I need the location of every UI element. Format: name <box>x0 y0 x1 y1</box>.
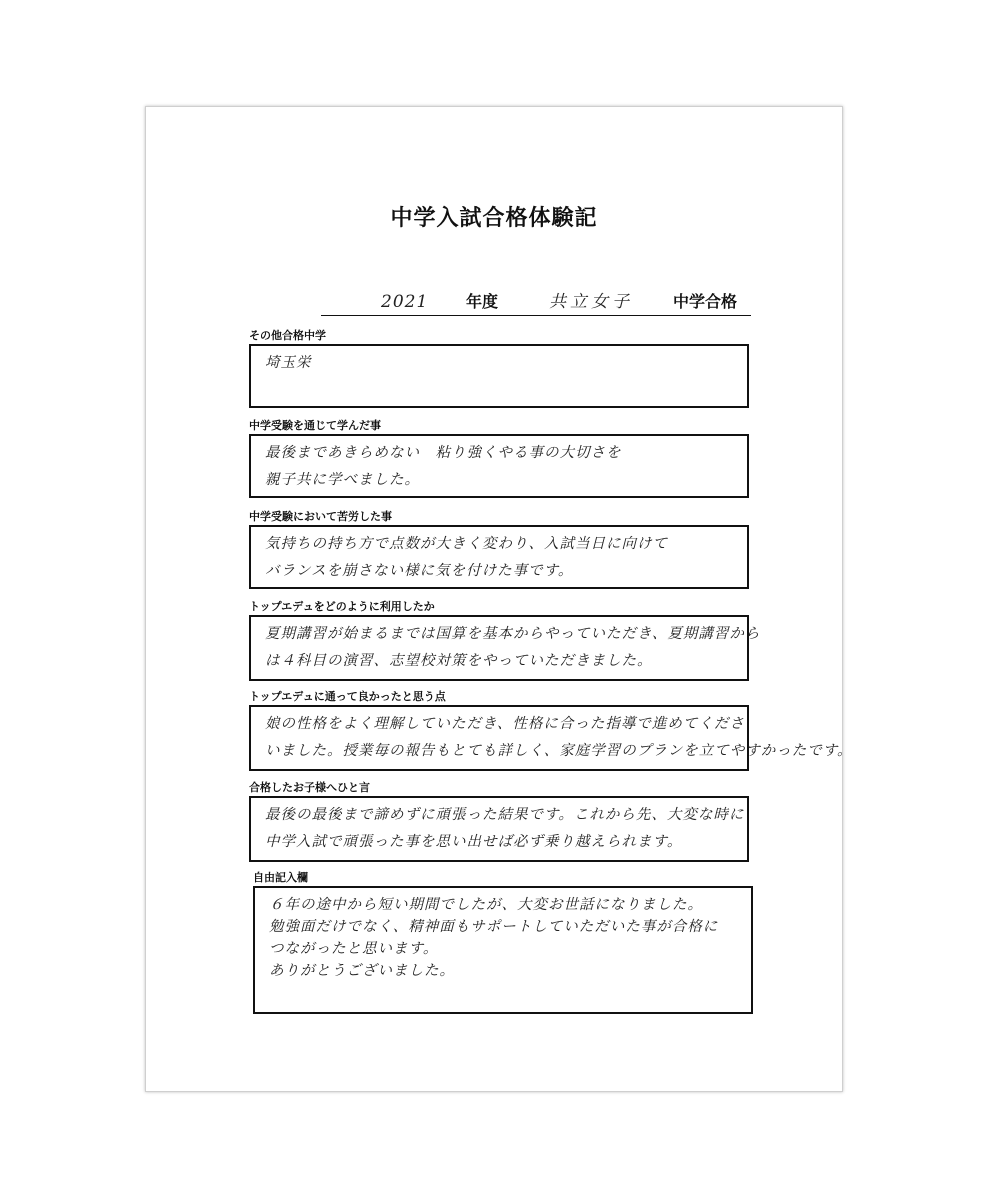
section-label: その他合格中学 <box>249 329 326 342</box>
section-free-entry <box>253 870 753 1014</box>
answer-box <box>249 615 761 681</box>
section-lessons-learned <box>249 418 749 498</box>
section-label: トップエデュをどのように利用したか <box>249 600 435 613</box>
section-other-schools <box>249 328 749 408</box>
answer-box <box>249 796 749 862</box>
section-label: 合格したお子様へひと言 <box>249 781 370 794</box>
answer-line: は４科目の演習、志望校対策をやっていただきました。 <box>265 653 653 669</box>
answer-line: ６年の途中から短い期間でしたが、大変お世話になりました。 <box>269 897 703 913</box>
section-good-points <box>249 689 853 771</box>
answer-line: 最後まであきらめない 粘り強くやる事の大切さを <box>265 445 622 461</box>
answer-line: 娘の性格をよく理解していただき、性格に合った指導で進めてくださ <box>265 716 745 732</box>
document-sheet <box>145 106 853 1092</box>
answer-box <box>249 525 749 589</box>
answer-box <box>249 705 853 771</box>
answer-line: 気持ちの持ち方で点数が大きく変わり、入試当日に向けて <box>265 536 668 552</box>
section-message-to-child <box>249 780 749 862</box>
answer-box <box>253 886 753 1014</box>
answer-line: 夏期講習が始まるまでは国算を基本からやっていただき、夏期講習から <box>265 626 761 642</box>
section-label: 中学受験において苦労した事 <box>249 510 392 523</box>
answer-box <box>249 434 749 498</box>
answer-line: いました。授業毎の報告もとても詳しく、家庭学習のプランを立てやすかったです。 <box>265 743 853 759</box>
answer-line: 中学入試で頑張った事を思い出せば必ず乗り越えられます。 <box>265 834 683 850</box>
answer-line: 親子共に学べました。 <box>265 472 420 488</box>
answer-line: つながったと思います。 <box>269 941 439 957</box>
year-value: 2021 <box>381 292 429 312</box>
section-label: トップエデュに通って良かったと思う点 <box>249 690 446 703</box>
answer-box <box>249 344 749 408</box>
answer-line: 勉強面だけでなく、精神面もサポートしていただいた事が合格に <box>269 919 719 935</box>
result-label: 中学合格 <box>673 292 738 311</box>
section-difficulties <box>249 509 749 589</box>
section-label: 自由記入欄 <box>253 871 308 884</box>
page-title: 中学入試合格体験記 <box>390 206 598 231</box>
year-label: 年度 <box>466 292 499 311</box>
answer-line: 最後の最後まで諦めずに頑張った結果です。これから先、大変な時に <box>265 807 745 823</box>
answer-line: ありがとうございました。 <box>269 963 455 979</box>
header-row <box>321 287 751 316</box>
answer-line: 埼玉栄 <box>265 355 312 371</box>
answer-line: バランスを崩さない様に気を付けた事です。 <box>265 563 574 579</box>
section-how-used <box>249 599 761 681</box>
section-label: 中学受験を通じて学んだ事 <box>249 419 381 432</box>
school-value: 共立女子 <box>549 292 633 312</box>
